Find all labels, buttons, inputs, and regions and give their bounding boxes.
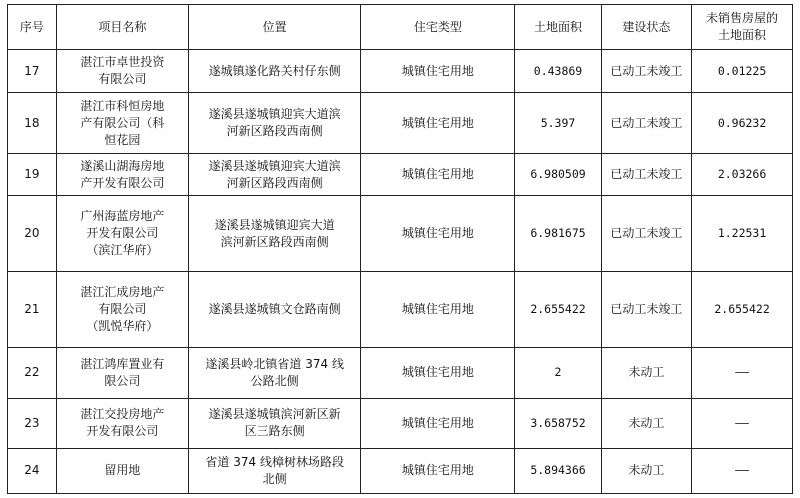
table-row [8, 50, 793, 93]
cell-housing-type: 城镇住宅用地 [361, 448, 515, 493]
cell-unsold-land-area: 1.22531 [692, 196, 793, 272]
cell-construction-status: 已动工未竣工 [601, 50, 691, 93]
table-row [8, 399, 793, 448]
table-row [8, 196, 793, 272]
cell-construction-status: 已动工未竣工 [601, 154, 691, 196]
cell-land-area: 0.43869 [515, 50, 601, 93]
cell-location: 遂溪县遂城镇滨河新区新 区三路东侧 [188, 399, 361, 448]
cell-land-area: 6.980509 [515, 154, 601, 196]
table-row [8, 272, 793, 347]
cell-no: 24 [8, 448, 57, 493]
cell-no: 22 [8, 347, 57, 399]
cell-construction-status: 未动工 [601, 399, 691, 448]
cell-land-area: 2 [515, 347, 601, 399]
header-unsold-land-area: 未销售房屋的 土地面积 [692, 5, 793, 50]
header-housing-type: 住宅类型 [361, 5, 515, 50]
cell-housing-type: 城镇住宅用地 [361, 196, 515, 272]
cell-housing-type: 城镇住宅用地 [361, 347, 515, 399]
cell-unsold-land-area: 0.96232 [692, 93, 793, 154]
land-parcel-table [7, 4, 793, 494]
cell-construction-status: 已动工未竣工 [601, 93, 691, 154]
cell-location: 遂溪县遂城镇迎宾大道滨 河新区路段西南侧 [188, 154, 361, 196]
cell-no: 18 [8, 93, 57, 154]
header-no: 序号 [8, 5, 57, 50]
cell-unsold-land-area: —— [692, 399, 793, 448]
cell-unsold-land-area: —— [692, 448, 793, 493]
table-header-row [8, 5, 793, 50]
cell-housing-type: 城镇住宅用地 [361, 50, 515, 93]
cell-project-name: 湛江市科恒房地 产有限公司（科 恒花园 [56, 93, 188, 154]
cell-project-name: 湛江鸿库置业有 限公司 [56, 347, 188, 399]
cell-unsold-land-area: 0.01225 [692, 50, 793, 93]
cell-project-name: 遂溪山湖海房地 产开发有限公司 [56, 154, 188, 196]
header-project-name: 项目名称 [56, 5, 188, 50]
table-row [8, 448, 793, 493]
cell-housing-type: 城镇住宅用地 [361, 93, 515, 154]
cell-unsold-land-area: 2.655422 [692, 272, 793, 347]
cell-project-name: 湛江市卓世投资 有限公司 [56, 50, 188, 93]
cell-land-area: 5.894366 [515, 448, 601, 493]
cell-construction-status: 已动工未竣工 [601, 272, 691, 347]
cell-construction-status: 已动工未竣工 [601, 196, 691, 272]
cell-construction-status: 未动工 [601, 448, 691, 493]
cell-no: 20 [8, 196, 57, 272]
cell-no: 17 [8, 50, 57, 93]
cell-location: 遂溪县遂城镇文仓路南侧 [188, 272, 361, 347]
cell-no: 23 [8, 399, 57, 448]
cell-project-name: 留用地 [56, 448, 188, 493]
table-row [8, 347, 793, 399]
cell-construction-status: 未动工 [601, 347, 691, 399]
cell-land-area: 6.981675 [515, 196, 601, 272]
cell-land-area: 5.397 [515, 93, 601, 154]
cell-location: 遂溪县岭北镇省道 374 线 公路北侧 [188, 347, 361, 399]
cell-no: 19 [8, 154, 57, 196]
header-location: 位置 [188, 5, 361, 50]
table-row [8, 154, 793, 196]
header-construction-status: 建设状态 [601, 5, 691, 50]
cell-no: 21 [8, 272, 57, 347]
cell-location: 遂溪县遂城镇迎宾大道滨 河新区路段西南侧 [188, 93, 361, 154]
cell-location: 遂溪县遂城镇迎宾大道 滨河新区路段西南侧 [188, 196, 361, 272]
cell-land-area: 2.655422 [515, 272, 601, 347]
cell-location: 遂城镇遂化路关村仔东侧 [188, 50, 361, 93]
cell-location: 省道 374 线樟树林场路段 北侧 [188, 448, 361, 493]
cell-project-name: 广州海蓝房地产 开发有限公司 （滨江华府） [56, 196, 188, 272]
cell-housing-type: 城镇住宅用地 [361, 399, 515, 448]
cell-housing-type: 城镇住宅用地 [361, 154, 515, 196]
cell-project-name: 湛江汇成房地产 有限公司 （凯悦华府） [56, 272, 188, 347]
cell-unsold-land-area: 2.03266 [692, 154, 793, 196]
header-land-area: 土地面积 [515, 5, 601, 50]
cell-land-area: 3.658752 [515, 399, 601, 448]
cell-housing-type: 城镇住宅用地 [361, 272, 515, 347]
table-row [8, 93, 793, 154]
cell-unsold-land-area: —— [692, 347, 793, 399]
cell-project-name: 湛江交投房地产 开发有限公司 [56, 399, 188, 448]
